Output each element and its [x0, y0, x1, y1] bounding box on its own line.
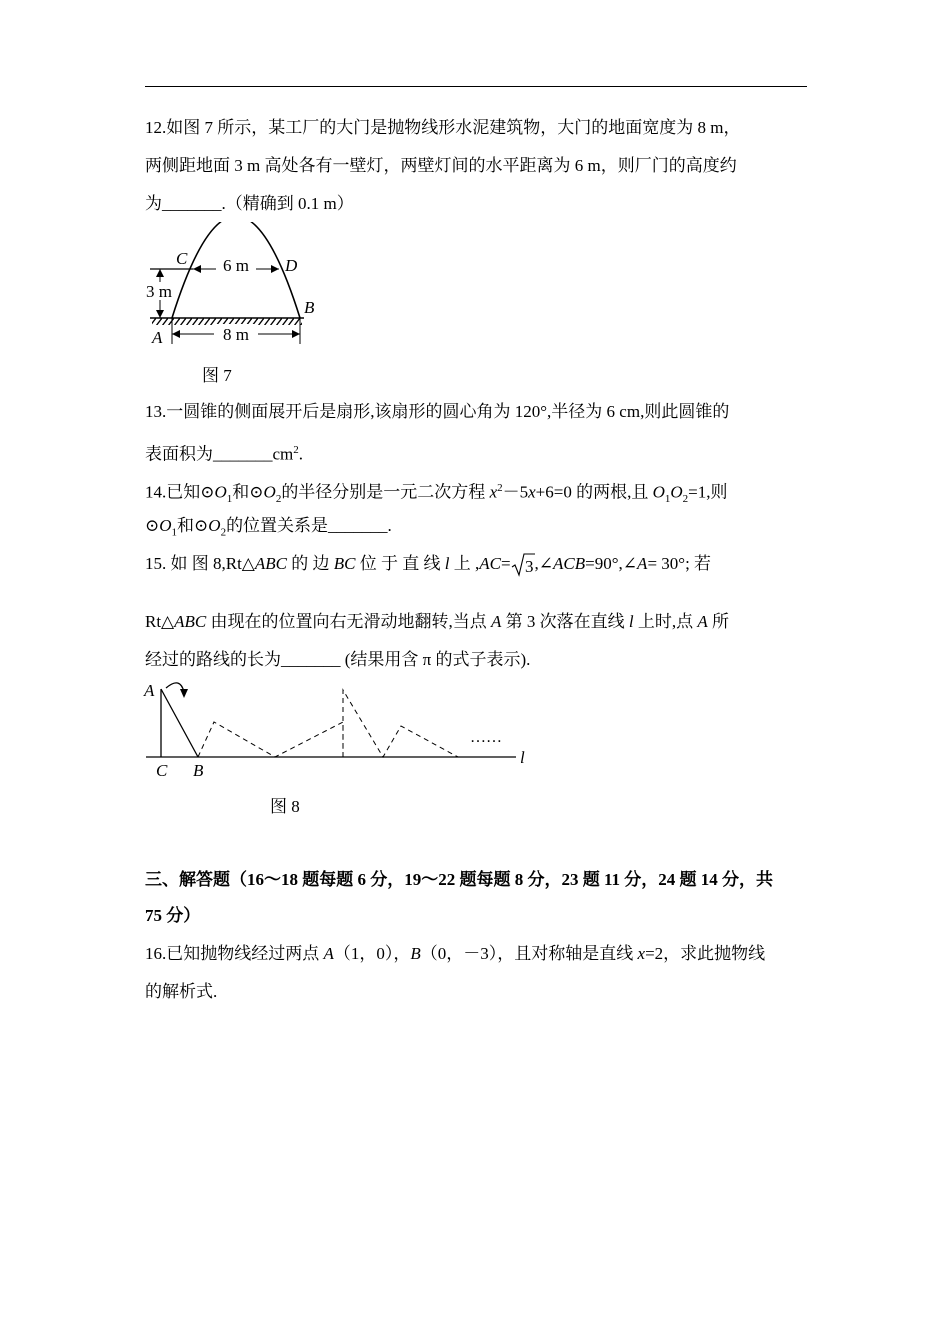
q15-var: A	[697, 612, 708, 631]
q14-sub: 2	[682, 493, 689, 506]
q14-sub: 2	[275, 493, 282, 506]
rotation-arrowhead-icon	[180, 689, 188, 698]
q14-var: x	[489, 482, 498, 502]
q14-var: O	[208, 516, 221, 535]
q15-text: 上时,点	[633, 612, 698, 631]
q14-text: =1,则	[688, 482, 728, 502]
q16-text: （1，0），	[333, 944, 411, 963]
q12-line-2: 两侧距地面 3 m 高处各有一壁灯，两壁灯间的水平距离为 6 m，则厂门的高度约	[145, 156, 737, 175]
q13-line-2	[145, 438, 303, 467]
q14-sub: 1	[171, 526, 178, 539]
q15-var: l	[444, 554, 450, 573]
q12-line-1: 12.如图 7 所示，某工厂的大门是抛物线形水泥建筑物，大门的地面宽度为 8 m，	[145, 118, 741, 137]
q15-text: =	[500, 554, 511, 573]
label-c: C	[176, 249, 188, 268]
q15-text: 的 边	[287, 554, 334, 573]
q14-text: 和⊙	[177, 516, 209, 535]
section-3-heading-line-1: 三、解答题（16～18 题每题 6 分，19～22 题每题 8 分，23 题 11 分，24 题 14 分，共	[145, 870, 774, 889]
q13-superscript: 2	[293, 444, 299, 456]
dashed-path-2	[343, 690, 458, 757]
section-3-heading-line-2: 75 分）	[145, 906, 201, 925]
q15-text: = 30°; 若	[647, 554, 712, 573]
sqrt-expression	[511, 552, 535, 578]
q15-var: AC	[479, 554, 501, 573]
label-d: D	[285, 256, 298, 275]
q16-var: B	[410, 944, 421, 963]
label-c: C	[156, 761, 168, 780]
q15-line-2	[145, 610, 729, 634]
q16-var: x	[637, 944, 646, 963]
dim-3m-label: 3 m	[146, 282, 172, 301]
arrow-down-icon	[156, 310, 164, 318]
q14-var: O	[263, 482, 276, 502]
figure-8-triangle-roll	[138, 678, 538, 788]
q15-text: 15. 如 图 8,Rt△	[145, 554, 255, 573]
q15-var: ABC	[174, 612, 207, 631]
label-b: B	[304, 298, 315, 317]
triangle-side-ab	[161, 689, 198, 757]
figure-7-caption: 图 7	[202, 366, 232, 385]
label-b: B	[193, 761, 204, 780]
q15-var: ACB	[553, 554, 586, 573]
q15-text: 所	[707, 612, 730, 631]
q14-text: 和⊙	[232, 482, 264, 502]
q15-var: BC	[333, 554, 356, 573]
q16-text: （0，－3），且对称轴是直线	[420, 944, 638, 963]
label-l: l	[520, 748, 525, 767]
q15-line-3: 经过的路线的长为_______ (结果用含 π 的式子表示).	[145, 650, 531, 669]
sqrt-number: 3	[524, 557, 534, 576]
ground-hatch	[152, 318, 302, 325]
arrow-left-icon	[193, 265, 201, 273]
q15-line-1	[145, 552, 711, 578]
q16-line-1	[145, 942, 765, 966]
q13-line-2-text: 表面积为_______cm	[145, 444, 294, 464]
q14-var: O	[159, 516, 172, 535]
dim-8m-label: 8 m	[223, 325, 249, 344]
q15-text: =90°,∠	[585, 554, 638, 573]
q14-var: O	[670, 482, 683, 502]
q16-text: =2，求此抛物线	[645, 944, 766, 963]
q15-text: 上 ,	[449, 554, 480, 573]
label-a: A	[144, 681, 155, 700]
figure-7-parabola-gate	[138, 222, 338, 352]
q14-sub: 1	[664, 493, 671, 506]
q14-text: 的位置关系是_______.	[226, 516, 392, 535]
q15-var: l	[628, 612, 634, 631]
q14-text: 的半径分别是一元二次方程	[281, 482, 490, 502]
figure-8-caption: 图 8	[270, 797, 300, 816]
sqrt-radical-icon	[511, 552, 535, 578]
q14-sub: 2	[220, 526, 227, 539]
dim-6m-label: 6 m	[223, 256, 249, 275]
ellipsis-dots: ……	[470, 729, 502, 746]
q14-var: O	[214, 482, 227, 502]
q15-var: ABC	[254, 554, 287, 573]
header-rule	[145, 86, 807, 87]
q13-period: .	[298, 444, 304, 464]
q15-var: A	[491, 612, 502, 631]
dashed-path-1	[198, 722, 343, 757]
q14-text: +6=0 的两根,且	[535, 482, 653, 502]
q14-sup: 2	[497, 482, 503, 494]
q16-line-2: 的解析式.	[145, 982, 218, 1001]
q14-line-1	[145, 476, 728, 511]
q14-text: －5	[502, 482, 529, 502]
q16-var: A	[323, 944, 334, 963]
q15-text: 由现在的位置向右无滑动地翻转,当点	[206, 612, 491, 631]
arrow-left-icon	[172, 330, 180, 338]
q14-line-2	[145, 514, 392, 544]
q12-line-3: 为_______.（精确到 0.1 m）	[145, 194, 354, 213]
q15-text: 位 于 直 线	[355, 554, 445, 573]
q16-text: 16.已知抛物线经过两点	[145, 944, 324, 963]
q13-line-1: 13.一圆锥的侧面展开后是扇形,该扇形的圆心角为 120°,半径为 6 cm,则此圆锥的	[145, 402, 730, 421]
q15-text: Rt△	[145, 612, 175, 631]
q14-text: ⊙	[145, 516, 160, 535]
arrow-right-icon	[292, 330, 300, 338]
q14-text: 14.已知⊙	[145, 482, 215, 502]
q15-text: ,∠	[534, 554, 554, 573]
q14-var: x	[528, 482, 536, 502]
q14-sub: 1	[226, 493, 233, 506]
arrow-right-icon	[271, 265, 279, 273]
label-a: A	[152, 328, 163, 347]
arrow-up-icon	[156, 269, 164, 277]
q14-var: O	[652, 482, 665, 502]
q15-text: 第 3 次落在直线	[501, 612, 629, 631]
q15-var: A	[637, 554, 648, 573]
